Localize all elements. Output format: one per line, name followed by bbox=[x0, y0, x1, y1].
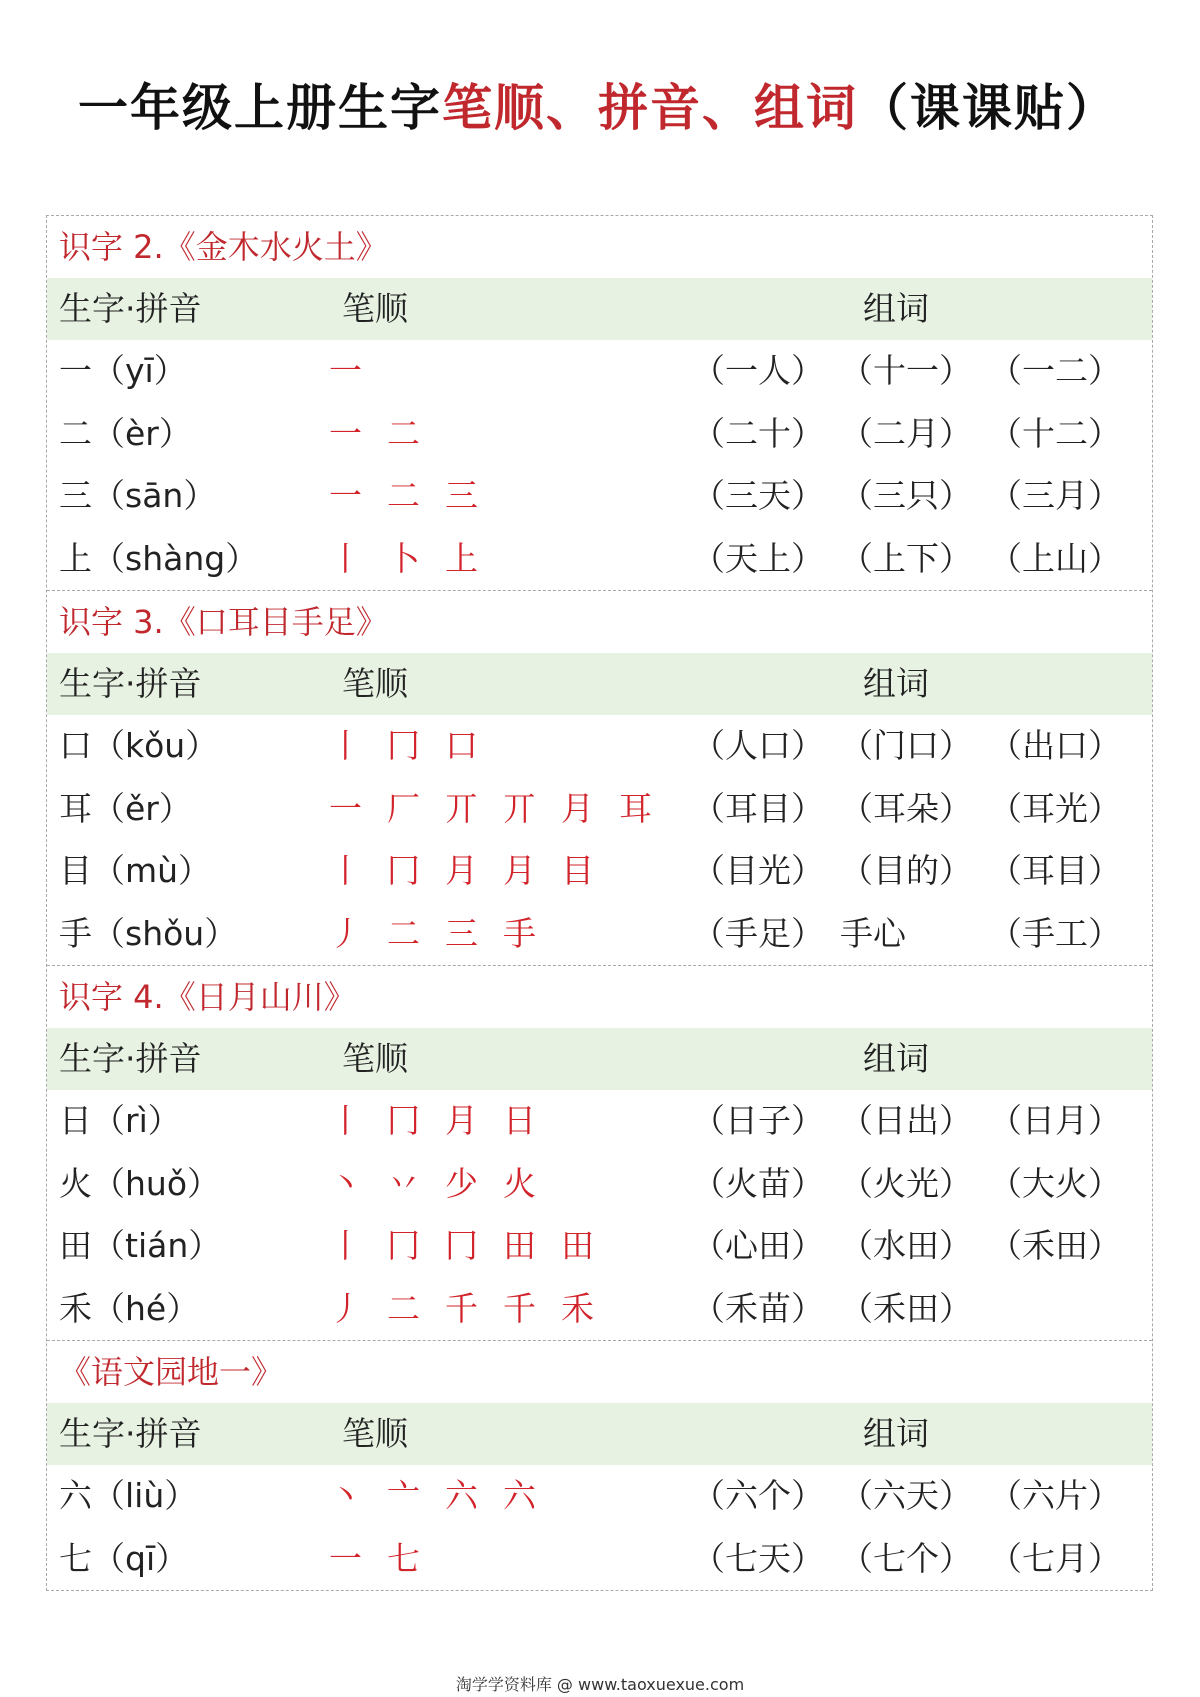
section bbox=[47, 590, 1152, 965]
table-row bbox=[47, 778, 1152, 841]
stroke-step: 日 bbox=[503, 1101, 536, 1140]
title-part2: 笔顺、拼音、组词 bbox=[442, 79, 858, 137]
stroke-step: 冂 bbox=[387, 726, 420, 765]
stroke-step: 卜 bbox=[387, 538, 420, 578]
stroke-step: 丨 bbox=[329, 726, 362, 765]
char-pinyin: 上（shàng） bbox=[59, 538, 259, 578]
word: （日出） bbox=[840, 1101, 972, 1140]
stroke-step: 亠 bbox=[387, 1476, 420, 1515]
stroke-step: 二 bbox=[387, 1288, 420, 1328]
word: （一二） bbox=[989, 351, 1121, 390]
table-row bbox=[47, 1215, 1152, 1278]
word: （十一） bbox=[840, 351, 972, 390]
table-row bbox=[47, 1528, 1152, 1591]
header-char: 生字·拼音 bbox=[59, 1414, 202, 1453]
stroke-order bbox=[329, 840, 619, 902]
header-words: 组词 bbox=[863, 664, 929, 703]
stroke-step: 七 bbox=[387, 1538, 420, 1578]
section bbox=[47, 965, 1152, 1340]
word: （火光） bbox=[840, 1163, 972, 1203]
table-row bbox=[47, 340, 1152, 403]
word: （天上） bbox=[692, 538, 824, 578]
word: （水田） bbox=[840, 1226, 972, 1265]
stroke-order bbox=[329, 778, 677, 840]
char-pinyin: 耳（ěr） bbox=[59, 788, 192, 828]
stroke-step: 丨 bbox=[329, 851, 362, 890]
stroke-step: 二 bbox=[387, 413, 420, 453]
word: （目的） bbox=[840, 851, 972, 890]
stroke-order bbox=[329, 528, 503, 590]
page-title bbox=[78, 68, 1118, 140]
stroke-order bbox=[329, 1278, 619, 1340]
table-header bbox=[47, 1403, 1152, 1465]
word: （六天） bbox=[840, 1476, 972, 1515]
word: （禾田） bbox=[840, 1288, 972, 1328]
stroke-step: 少 bbox=[445, 1163, 478, 1203]
word: （三只） bbox=[840, 476, 972, 515]
word: （三天） bbox=[692, 476, 824, 515]
char-pinyin: 口（kǒu） bbox=[59, 726, 219, 765]
stroke-step: 丨 bbox=[329, 1101, 362, 1140]
stroke-order bbox=[329, 1153, 561, 1215]
stroke-order bbox=[329, 403, 445, 465]
stroke-step: 冂 bbox=[387, 1101, 420, 1140]
char-pinyin: 手（shǒu） bbox=[59, 913, 238, 953]
char-pinyin: 日（rì） bbox=[59, 1101, 181, 1140]
stroke-step: 丶 bbox=[329, 1476, 362, 1515]
stroke-step: 冂 bbox=[387, 851, 420, 890]
table-row bbox=[47, 1278, 1152, 1341]
worksheet bbox=[46, 215, 1153, 1591]
stroke-step: 一 bbox=[329, 788, 362, 828]
word: （门口） bbox=[840, 726, 972, 765]
section-title: 《语文园地一》 bbox=[59, 1353, 284, 1391]
stroke-step: 二 bbox=[387, 913, 420, 953]
stroke-step: 丶 bbox=[329, 1163, 362, 1203]
char-pinyin: 七（qī） bbox=[59, 1538, 189, 1578]
word: （耳目） bbox=[692, 788, 824, 828]
word: （二月） bbox=[840, 413, 972, 453]
stroke-order bbox=[329, 715, 503, 777]
word: （禾田） bbox=[989, 1226, 1121, 1265]
word: （人口） bbox=[692, 726, 824, 765]
word: （十二） bbox=[989, 413, 1121, 453]
stroke-step: 月 bbox=[445, 1101, 478, 1140]
word: （手足） bbox=[692, 913, 824, 953]
word: （耳朵） bbox=[840, 788, 972, 828]
char-pinyin: 目（mù） bbox=[59, 851, 212, 890]
stroke-step: 火 bbox=[503, 1163, 536, 1203]
stroke-order bbox=[329, 1465, 561, 1527]
stroke-step: 月 bbox=[561, 788, 594, 828]
header-words: 组词 bbox=[863, 1039, 929, 1078]
stroke-step: 丷 bbox=[387, 1163, 420, 1203]
stroke-step: 六 bbox=[445, 1476, 478, 1515]
table-row bbox=[47, 465, 1152, 528]
word: （火苗） bbox=[692, 1163, 824, 1203]
stroke-step: 六 bbox=[503, 1476, 536, 1515]
word: （二十） bbox=[692, 413, 824, 453]
word: （目光） bbox=[692, 851, 824, 890]
word: （日子） bbox=[692, 1101, 824, 1140]
char-pinyin: 禾（hé） bbox=[59, 1288, 200, 1328]
stroke-order bbox=[329, 1090, 561, 1152]
table-header bbox=[47, 278, 1152, 340]
stroke-step: 田 bbox=[503, 1226, 536, 1265]
table-header bbox=[47, 1028, 1152, 1090]
word: （上山） bbox=[989, 538, 1121, 578]
header-strokes: 笔顺 bbox=[342, 664, 408, 703]
stroke-step: 一 bbox=[329, 476, 362, 515]
stroke-step: 丨 bbox=[329, 538, 362, 578]
title-part1: 一年级上册生字 bbox=[78, 79, 442, 137]
table-row bbox=[47, 403, 1152, 466]
word: （耳目） bbox=[989, 851, 1121, 890]
stroke-step: 禾 bbox=[561, 1288, 594, 1328]
word: （七个） bbox=[840, 1538, 972, 1578]
stroke-step: 上 bbox=[445, 538, 478, 578]
stroke-order bbox=[329, 1528, 445, 1590]
stroke-step: 目 bbox=[561, 851, 594, 890]
table-row bbox=[47, 1465, 1152, 1528]
word: （心田） bbox=[692, 1226, 824, 1265]
table-row bbox=[47, 528, 1152, 591]
word: （三月） bbox=[989, 476, 1121, 515]
stroke-order bbox=[329, 465, 503, 527]
char-pinyin: 三（sān） bbox=[59, 476, 217, 515]
table-row bbox=[47, 1090, 1152, 1153]
table-row bbox=[47, 903, 1152, 966]
stroke-step: 三 bbox=[445, 476, 478, 515]
char-pinyin: 六（liù） bbox=[59, 1476, 198, 1515]
char-pinyin: 火（huǒ） bbox=[59, 1163, 221, 1203]
stroke-step: 月 bbox=[445, 851, 478, 890]
section bbox=[47, 1340, 1152, 1590]
section bbox=[47, 216, 1152, 590]
char-pinyin: 一（yī） bbox=[59, 351, 187, 390]
stroke-step: 耳 bbox=[619, 788, 652, 828]
word: （一人） bbox=[692, 351, 824, 390]
stroke-step: 手 bbox=[503, 913, 536, 953]
stroke-step: 厂 bbox=[387, 788, 420, 828]
table-row bbox=[47, 840, 1152, 903]
footer: 淘学学资料库 @ www.taoxuexue.com bbox=[455, 1675, 745, 1694]
title-part3: （课课贴） bbox=[858, 79, 1118, 137]
header-strokes: 笔顺 bbox=[342, 1414, 408, 1453]
stroke-order bbox=[329, 1215, 619, 1277]
header-char: 生字·拼音 bbox=[59, 289, 202, 328]
word: （日月） bbox=[989, 1101, 1121, 1140]
stroke-step: 月 bbox=[503, 851, 536, 890]
word: 手心 bbox=[840, 913, 906, 953]
stroke-step: 千 bbox=[503, 1288, 536, 1328]
header-strokes: 笔顺 bbox=[342, 1039, 408, 1078]
stroke-step: 一 bbox=[329, 351, 362, 390]
stroke-step: 冂 bbox=[387, 1226, 420, 1265]
word: （七天） bbox=[692, 1538, 824, 1578]
stroke-step: 一 bbox=[329, 413, 362, 453]
char-pinyin: 田（tián） bbox=[59, 1226, 222, 1265]
word: （上下） bbox=[840, 538, 972, 578]
header-char: 生字·拼音 bbox=[59, 1039, 202, 1078]
section-title: 识字 2.《金木水火土》 bbox=[59, 228, 388, 266]
word: （大火） bbox=[989, 1163, 1121, 1203]
stroke-order bbox=[329, 340, 387, 402]
word: （六个） bbox=[692, 1476, 824, 1515]
header-char: 生字·拼音 bbox=[59, 664, 202, 703]
word: （七月） bbox=[989, 1538, 1121, 1578]
word: （手工） bbox=[989, 913, 1121, 953]
stroke-step: 千 bbox=[445, 1288, 478, 1328]
word: （耳光） bbox=[989, 788, 1121, 828]
table-row bbox=[47, 715, 1152, 778]
char-pinyin: 二（èr） bbox=[59, 413, 192, 453]
stroke-step: 一 bbox=[329, 1538, 362, 1578]
stroke-step: 丨 bbox=[329, 1226, 362, 1265]
section-title: 识字 3.《口耳目手足》 bbox=[59, 603, 388, 641]
stroke-step: 冂 bbox=[445, 1226, 478, 1265]
word: （六片） bbox=[989, 1476, 1121, 1515]
stroke-order bbox=[329, 903, 561, 965]
table-header bbox=[47, 653, 1152, 715]
word: （禾苗） bbox=[692, 1288, 824, 1328]
stroke-step: 丌 bbox=[503, 788, 536, 828]
stroke-step: 口 bbox=[445, 726, 478, 765]
stroke-step: 丿 bbox=[329, 913, 362, 953]
section-title: 识字 4.《日月山川》 bbox=[59, 978, 356, 1016]
stroke-step: 丌 bbox=[445, 788, 478, 828]
header-words: 组词 bbox=[863, 1414, 929, 1453]
stroke-step: 田 bbox=[561, 1226, 594, 1265]
stroke-step: 二 bbox=[387, 476, 420, 515]
stroke-step: 丿 bbox=[329, 1288, 362, 1328]
word: （出口） bbox=[989, 726, 1121, 765]
header-strokes: 笔顺 bbox=[342, 289, 408, 328]
header-words: 组词 bbox=[863, 289, 929, 328]
stroke-step: 三 bbox=[445, 913, 478, 953]
table-row bbox=[47, 1153, 1152, 1216]
